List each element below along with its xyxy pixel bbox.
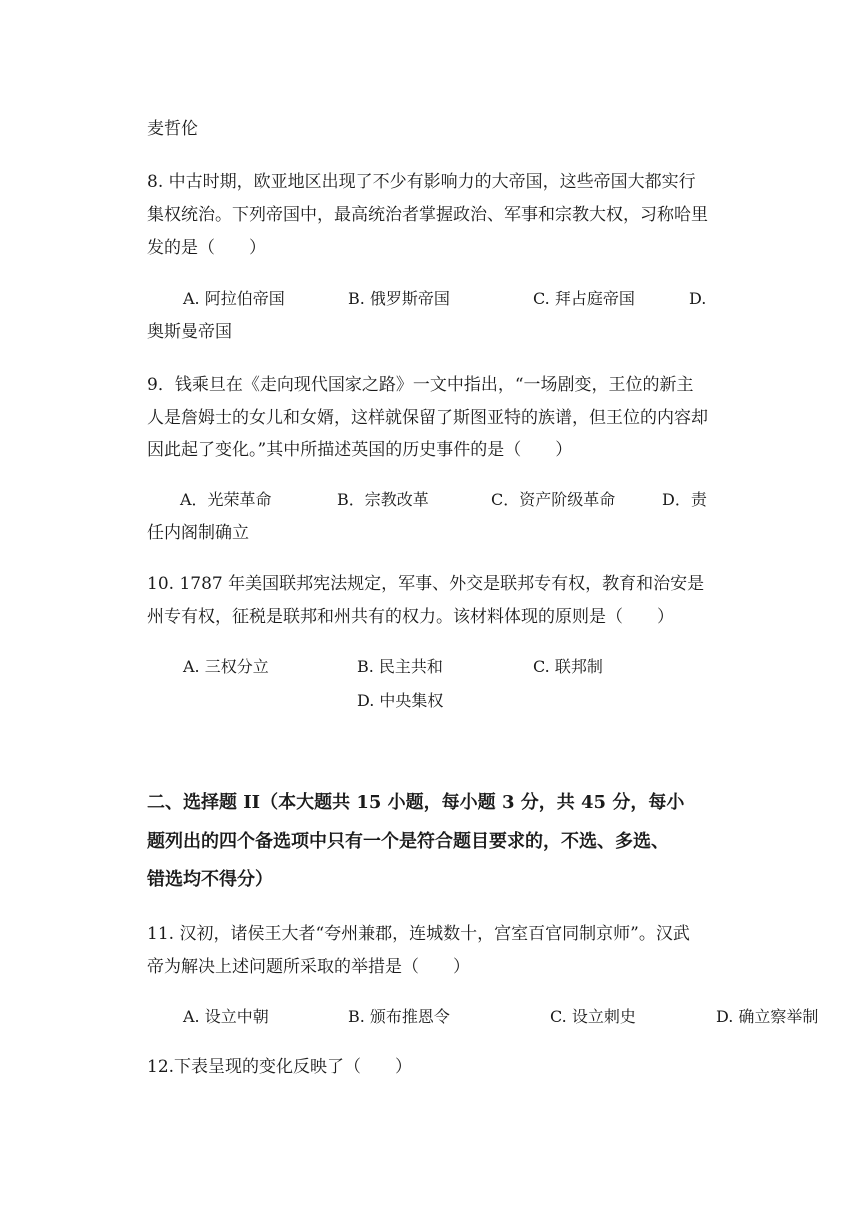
question-8-option-b: B. 俄罗斯帝国 [348, 289, 450, 308]
question-10-option-c: C. 联邦制 [533, 657, 603, 676]
question-11-option-a: A. 设立中朝 [183, 1007, 269, 1026]
section-2-heading-line-3: 错选均不得分） [147, 869, 273, 890]
question-9-option-b: B．宗教改革 [337, 490, 429, 509]
question-11-option-d: D. 确立察举制 [716, 1007, 819, 1026]
question-9-option-d: D．责 [662, 490, 707, 509]
question-11-option-c: C. 设立刺史 [550, 1007, 636, 1026]
question-9-line-1: 9．钱乘旦在《走向现代国家之路》一文中指出，“一场剧变，王位的新主 [147, 375, 694, 395]
question-8-option-d: D. [689, 289, 707, 308]
question-8-line-1: 8. 中古时期，欧亚地区出现了不少有影响力的大帝国，这些帝国大都实行 [147, 172, 696, 192]
question-8-line-2: 集权统治。下列帝国中，最高统治者掌握政治、军事和宗教大权，习称哈里 [147, 205, 708, 225]
question-9-line-3: 因此起了变化。”其中所描述英国的历史事件的是（ ） [147, 440, 573, 460]
question-11-option-b: B. 颁布推恩令 [348, 1007, 450, 1026]
question-8-option-c: C. 拜占庭帝国 [533, 289, 635, 308]
question-9-option-d-text: 任内阁制确立 [147, 523, 249, 543]
question-9-option-a: A．光荣革命 [180, 490, 272, 509]
question-9-line-2: 人是詹姆士的女儿和女婿，这样就保留了斯图亚特的族谱，但王位的内容却 [147, 408, 708, 428]
question-8-line-3: 发的是（ ） [147, 238, 266, 258]
q7-tail-text: 麦哲伦 [147, 119, 198, 139]
section-2-heading-line-1: 二、选择题 II（本大题共 15 小题，每小题 3 分，共 45 分，每小 [147, 792, 685, 813]
question-10-line-1: 10. 1787 年美国联邦宪法规定，军事、外交是联邦专有权，教育和治安是 [147, 574, 705, 594]
question-10-option-a: A. 三权分立 [183, 657, 269, 676]
question-10-option-d: D. 中央集权 [357, 691, 444, 710]
question-11-line-1: 11. 汉初，诸侯王大者“夸州兼郡，连城数十，宫室百官同制京师”。汉武 [147, 924, 690, 944]
question-8-option-d-text: 奥斯曼帝国 [147, 322, 232, 342]
question-12-line-1: 12.下表呈现的变化反映了（ ） [147, 1057, 413, 1077]
section-2-heading-line-2: 题列出的四个备选项中只有一个是符合题目要求的，不选、多选、 [147, 831, 669, 852]
question-9-option-c: C．资产阶级革命 [491, 490, 616, 509]
question-10-option-b: B. 民主共和 [357, 657, 443, 676]
question-10-line-2: 州专有权，征税是联邦和州共有的权力。该材料体现的原则是（ ） [147, 607, 674, 627]
question-8-option-a: A. 阿拉伯帝国 [183, 289, 285, 308]
question-11-line-2: 帝为解决上述问题所采取的举措是（ ） [147, 957, 470, 977]
